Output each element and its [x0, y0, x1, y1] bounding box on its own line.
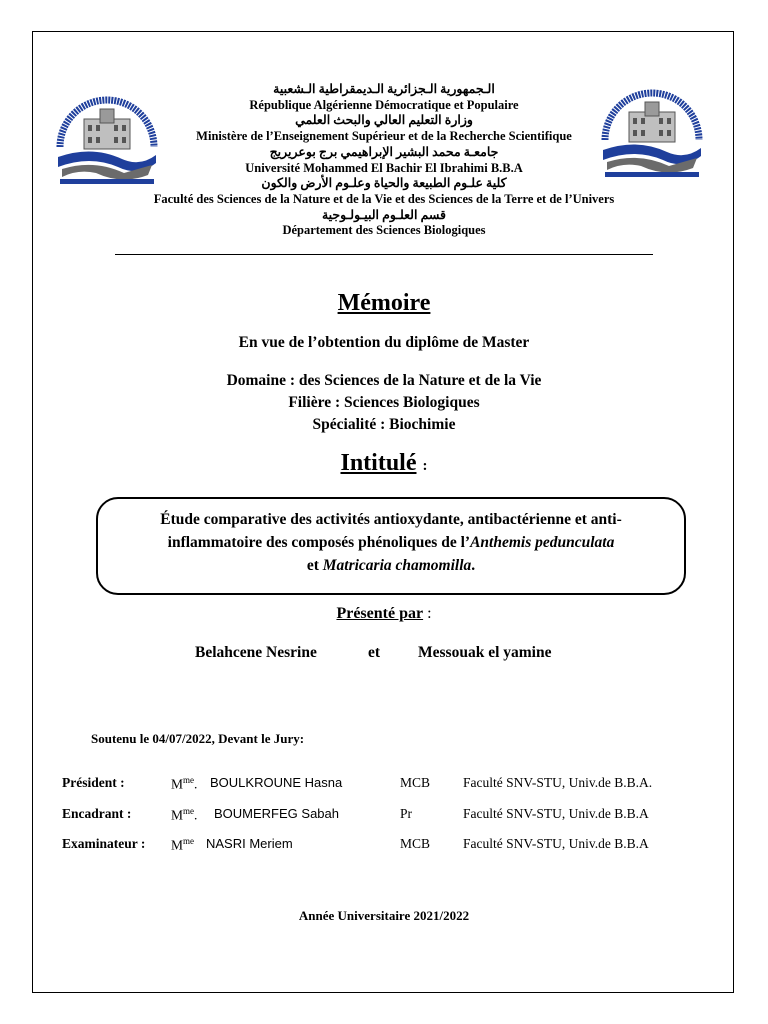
thesis-title-line2 [98, 531, 684, 554]
intitule-label: Intitulé [340, 450, 417, 476]
presented-by-colon: : [427, 605, 432, 622]
author-1: Belahcene Nesrine [195, 644, 317, 661]
university-arabic: جامعـة محمد البشير الإبراهيمي برج بوعريريج [269, 144, 499, 159]
thesis-title-line3-text: et [306, 557, 323, 574]
department-arabic: قسم العلـوم البيـولـوجية [321, 207, 447, 222]
thesis-title-line1: Étude comparative des activités antioxydante, antibactérienne et anti- [160, 511, 622, 528]
civility-letter: M [171, 776, 184, 792]
thesis-title-period: . [471, 557, 476, 574]
species-name-1: Anthemis pedunculata [470, 534, 615, 551]
republic-french: République Algérienne Démocratique et Populaire [249, 97, 519, 112]
jury-role: Encadrant : [62, 806, 132, 821]
field-line: Filière : Sciences Biologiques [288, 394, 480, 411]
civility-dot: . [194, 807, 198, 823]
faculty-french: Faculté des Sciences de la Nature et de la Vie et des Sciences de la Terre et de l’Univers [153, 191, 615, 206]
institution-header [100, 82, 668, 239]
thesis-title-line3 [98, 554, 684, 577]
civility-superscript: me [183, 806, 195, 816]
jury-name: BOULKROUNE Hasna [210, 775, 343, 790]
specialty-line: Spécialité : Biochimie [312, 416, 456, 433]
department-french: Département des Sciences Biologiques [282, 223, 486, 238]
faculty-arabic: كلية علـوم الطبيعة والحياة وعلـوم الأرض والكون [261, 176, 507, 191]
jury-institution: Faculté SNV-STU, Univ.de B.B.A. [463, 775, 653, 790]
ministry-arabic: وزارة التعليم العالي والبحث العلمي [295, 113, 473, 128]
program-info [0, 370, 768, 436]
jury-role: Président : [62, 775, 125, 790]
thesis-title-line2-text: inflammatoire des composés phénoliques de l’ [167, 534, 471, 551]
authors-conjunction: et [368, 644, 381, 661]
academic-year: Année Universitaire 2021/2022 [298, 908, 470, 923]
republic-arabic: الـجمهورية الـجزائرية الـديمقراطية الـشعبية [273, 82, 495, 96]
jury-civility [171, 806, 197, 824]
university-french: Université Mohammed El Bachir El Ibrahimi B.B.A [245, 160, 523, 175]
jury-institution: Faculté SNV-STU, Univ.de B.B.A [463, 806, 649, 821]
defense-date: Soutenu le 04/07/2022, Devant le Jury: [91, 731, 305, 746]
presented-by-label: Présenté par [336, 605, 424, 622]
domain-line: Domaine : des Sciences de la Nature et de la Vie [226, 372, 542, 389]
intitule-heading [0, 450, 768, 477]
civility-superscript: me [183, 775, 195, 785]
jury-civility [171, 775, 197, 793]
jury-grade: Pr [400, 806, 413, 821]
jury-institution: Faculté SNV-STU, Univ.de B.B.A [463, 836, 649, 851]
author-2: Messouak el yamine [418, 644, 552, 661]
jury-grade: MCB [400, 775, 431, 790]
civility-letter: M [171, 807, 184, 823]
document-type-title: Mémoire [337, 290, 431, 316]
diploma-line: En vue de l’obtention du diplôme de Master [238, 334, 530, 351]
jury-name: BOUMERFEG Sabah [214, 806, 339, 821]
civility-dot: . [194, 776, 198, 792]
presented-by [0, 605, 768, 623]
ministry-french: Ministère de l’Enseignement Supérieur et de la Recherche Scientifique [196, 129, 572, 144]
intitule-colon: : [422, 458, 428, 474]
jury-role: Examinateur : [62, 836, 146, 851]
species-name-2: Matricaria chamomilla [322, 557, 472, 574]
jury-grade: MCB [400, 836, 431, 851]
jury-name: NASRI Meriem [206, 836, 293, 851]
civility-letter: M [171, 837, 184, 853]
civility-superscript: me [183, 836, 195, 846]
header-divider [115, 254, 653, 255]
jury-civility [171, 836, 194, 854]
thesis-title-box [96, 497, 686, 595]
